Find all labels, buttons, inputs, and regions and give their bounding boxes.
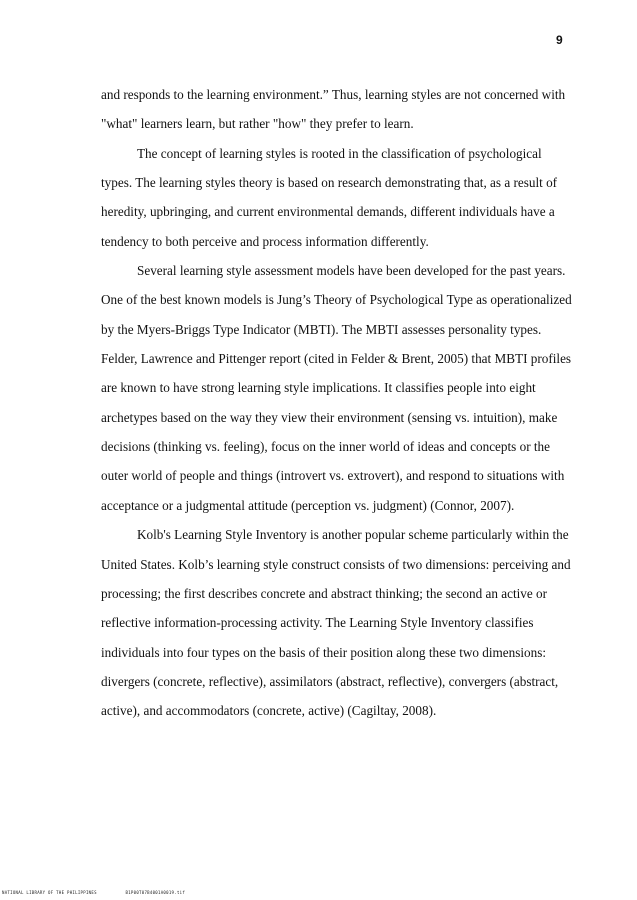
text-line: "what" learners learn, but rather "how" they prefer to learn. xyxy=(101,116,414,132)
text-line: acceptance or a judgmental attitude (perception vs. judgment) (Connor, 2007). xyxy=(101,497,515,513)
file-name: B1P00T07B4001A0019.tif xyxy=(125,890,186,895)
text-line: outer world of people and things (introvert vs. extrovert), and respond to situations with xyxy=(101,468,565,484)
text-line: heredity, upbringing, and current environmental demands, different individuals have a xyxy=(101,204,555,220)
body-text xyxy=(101,85,571,731)
text-line: Felder, Lawrence and Pittenger report (cited in Felder & Brent, 2005) that MBTI profiles xyxy=(101,351,572,367)
library-name: NATIONAL LIBRARY OF THE PHILIPPINES xyxy=(2,890,97,895)
text-line: Kolb's Learning Style Inventory is another popular scheme particularly within the xyxy=(137,527,569,543)
text-line: tendency to both perceive and process information differently. xyxy=(101,233,429,249)
text-line: active), and accommodators (concrete, active) (Cagiltay, 2008). xyxy=(101,703,437,719)
text-line: reflective information-processing activity. The Learning Style Inventory classifies xyxy=(101,615,534,631)
text-line: processing; the first describes concrete and abstract thinking; the second an active or xyxy=(101,585,548,601)
text-line: decisions (thinking vs. feeling), focus on the inner world of ideas and concepts or the xyxy=(101,439,550,455)
text-line: by the Myers-Briggs Type Indicator (MBTI). The MBTI assesses personality types. xyxy=(101,321,542,337)
text-line: The concept of learning styles is rooted in the classification of psychological xyxy=(137,145,542,161)
text-line: and responds to the learning environment.” Thus, learning styles are not concerned with xyxy=(101,87,566,102)
text-line: United States. Kolb’s learning style construct consists of two dimensions: perceiving and xyxy=(101,556,571,572)
text-line: archetypes based on the way they view their environment (sensing vs. intuition), make xyxy=(101,409,558,425)
text-line: divergers (concrete, reflective), assimilators (abstract, reflective), convergers (abstract, xyxy=(101,673,559,689)
text-line: individuals into four types on the basis of their position along these two dimensions: xyxy=(101,644,547,660)
text-line: Several learning style assessment models have been developed for the past years. xyxy=(137,263,566,279)
scan-footer xyxy=(2,890,211,895)
text-line: types. The learning styles theory is based on research demonstrating that, as a result of xyxy=(101,175,558,191)
text-line: are known to have strong learning style implications. It classifies people into eight xyxy=(101,380,536,396)
text-line: One of the best known models is Jung’s Theory of Psychological Type as operationalized xyxy=(101,292,572,308)
page-number: 9 xyxy=(556,33,563,47)
